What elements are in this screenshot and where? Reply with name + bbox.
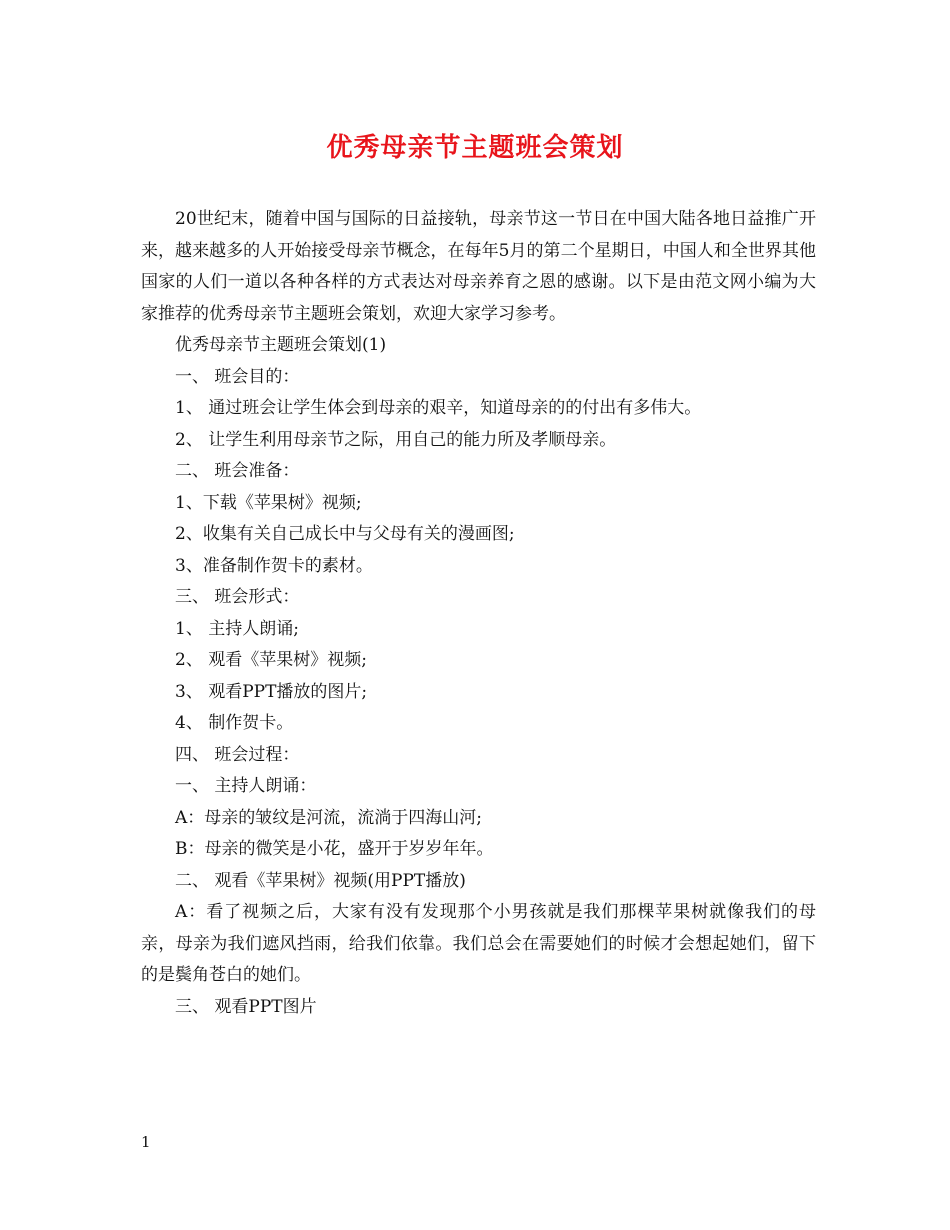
subsection-heading: 一、 主持人朗诵：	[175, 776, 317, 796]
discussion-paragraph: A：看了视频之后，大家有没有发现那个小男孩就是我们那棵苹果树就像我们的母亲，母亲为我们遮风挡雨，给我们依靠。我们总会在需要她们的时候才会想起她们，留下的是鬓角苍白的她们。	[141, 902, 816, 985]
section-heading-process: 四、 班会过程：	[175, 744, 300, 765]
list-item: 4、 制作贺卡。	[175, 713, 294, 733]
section-heading-preparation: 二、 班会准备：	[175, 461, 300, 481]
section-heading-purpose: 一、 班会目的：	[175, 366, 300, 387]
subsection-heading: 三、 观看PPT图片	[175, 996, 317, 1017]
list-item: 2、 让学生利用母亲节之际，用自己的能力所及孝顺母亲。	[175, 429, 617, 450]
document-body	[141, 204, 816, 1023]
list-item: 1、 主持人朗诵;	[175, 618, 299, 639]
page-number: 1	[141, 1133, 151, 1151]
list-item: 3、准备制作贺卡的素材。	[175, 555, 373, 576]
intro-paragraph: 20世纪末，随着中国与国际的日益接轨，母亲节这一节日在中国大陆各地日益推广开来，越来越多的人开始接受母亲节概念，在每年5月的第二个星期日，中国人和全世界其他国家的人们一道以各种各样的方式表达对母亲养育之恩的感谢。以下是由范文网小编为大家推荐的优秀母亲节主题班会策划，欢迎大家学习参考。	[141, 209, 816, 324]
list-item: 1、下载《苹果树》视频;	[175, 492, 362, 513]
list-item: 3、 观看PPT播放的图片;	[175, 681, 368, 702]
recitation-line: A：母亲的皱纹是河流，流淌于四海山河;	[175, 807, 483, 828]
list-item: 2、 观看《苹果树》视频;	[175, 650, 367, 670]
section-heading-format: 三、 班会形式：	[175, 587, 300, 607]
subsection-heading: 二、 观看《苹果树》视频(用PPT播放)	[175, 870, 466, 891]
document-title: 优秀母亲节主题班会策划	[326, 133, 624, 163]
plan-heading: 优秀母亲节主题班会策划(1)	[175, 335, 387, 355]
list-item: 2、收集有关自己成长中与父母有关的漫画图;	[175, 524, 515, 544]
recitation-line: B：母亲的微笑是小花，盛开于岁岁年年。	[175, 839, 494, 859]
list-item: 1、 通过班会让学生体会到母亲的艰辛，知道母亲的的付出有多伟大。	[175, 398, 702, 418]
